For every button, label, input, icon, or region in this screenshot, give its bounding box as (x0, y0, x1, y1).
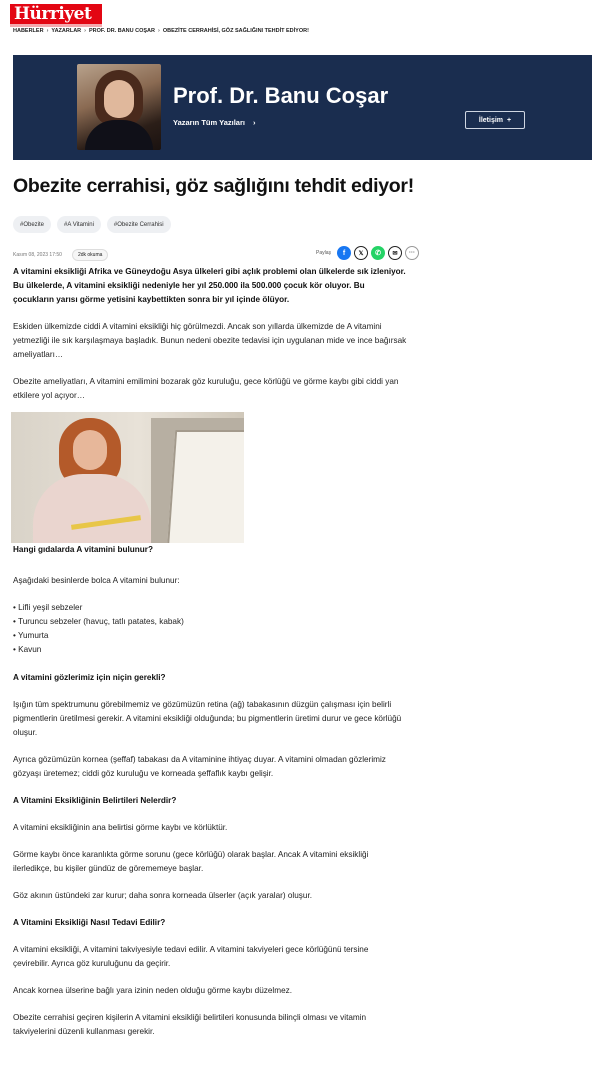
share-bar (316, 246, 419, 260)
hurriyet-logo[interactable]: Hürriyet (10, 4, 102, 24)
article-title: Obezite cerrahisi, göz sağlığını tehdit ediyor! (13, 175, 414, 197)
paragraph: Obezite ameliyatları, A vitamini emilimini bozarak göz kuruluğu, gece körlüğü ve görme kaybı gibi ciddi yan etkilere yol açıyor… (13, 377, 399, 400)
publish-date: Kasım 08, 2023 17:50 (13, 252, 62, 258)
list-item: • Lifli yeşil sebzeler (13, 603, 83, 612)
breadcrumb-item-yazarlar[interactable]: YAZARLAR (51, 28, 82, 34)
facebook-icon[interactable]: f (337, 246, 351, 260)
more-icon[interactable]: ··· (405, 246, 419, 260)
breadcrumb-item-author[interactable]: PROF. DR. BANU COŞAR (89, 28, 156, 34)
section-heading-symptoms: A Vitamini Eksikliğinin Belirtileri Nelerdir? (13, 796, 177, 805)
article-meta (13, 249, 108, 261)
section-heading-food: Hangi gıdalarda A vitamini bulunur? (13, 545, 153, 554)
paragraph: Eskiden ülkemizde ciddi A vitamini eksikliği hiç görülmezdi. Ancak son yıllarda ülkemizde de A vitamini yetmezliği ile sık karşılaşmaya başladık. Bunun nedeni obezite tedavisi için uygulanan mide ve ince bağırsak ameliyatları… (13, 322, 407, 359)
list-item: • Kavun (13, 645, 42, 654)
breadcrumb-item-haberler[interactable]: HABERLER (13, 28, 44, 34)
breadcrumb (13, 28, 309, 34)
paragraph: A vitamini eksikliği, A vitamini takviyesiyle tedavi edilir. A vitamini takviyeleri gece körlüğünü tersine çevirebilir. Ayrıca göz kuruluğunu da geçirir. (13, 945, 369, 968)
author-all-posts-link[interactable] (173, 118, 255, 127)
mail-icon[interactable]: ✉ (388, 246, 402, 260)
share-label: Paylaş (316, 250, 332, 256)
article-image[interactable] (11, 412, 244, 543)
paragraph: Göz akının üstündeki zar kurur; daha sonra korneada ülserler (açık yaralar) oluşur. (13, 891, 312, 900)
food-list (13, 601, 407, 657)
paragraph: Görme kaybı önce karanlıkta görme sorunu (gece körlüğü) olarak başlar. Ancak A vitamini eksikliği ilerledikçe, bu kişiler gündüz de görememeye başlar. (13, 850, 369, 873)
paragraph: Ayrıca gözümüzün kornea (şeffaf) tabakası da A vitaminine ihtiyaç duyar. A vitamini olmadan gözlerimiz gözyaşı üretemez; ciddi göz kuruluğu ve korneada şeffaflık kaybı gelişir. (13, 755, 386, 778)
tag-a-vitamini[interactable]: #A Vitamini (57, 216, 101, 233)
paragraph: Aşağıdaki besinlerde bolca A vitamini bulunur: (13, 576, 180, 585)
section-heading-why: A vitamini gözlerimiz için niçin gerekli? (13, 673, 166, 682)
x-twitter-icon[interactable]: 𝕏 (354, 246, 368, 260)
whatsapp-icon[interactable]: ✆ (371, 246, 385, 260)
contact-button[interactable] (465, 111, 525, 129)
author-photo[interactable] (77, 64, 161, 150)
plus-icon: + (507, 116, 512, 124)
article-body-bottom (13, 574, 407, 1052)
contact-button-label: İletişim (478, 116, 504, 124)
article-lead: A vitamini eksikliği Afrika ve Güneydoğu Asya ülkeleri gibi açlık problemi olan ülkelerde sık izleniyor. Bu ülkelerde, A vitamini eksikliği nedeniyle her yıl 250.000 ila 500.000 çocuk kör oluyor. Bu çocukların yarısı görme yetisini kaybettikten sonra bir yıl içinde ölüyor. (13, 267, 406, 304)
paragraph: Işığın tüm spektrumunu görebilmemiz ve gözümüzün retina (ağ) tabakasının düzgün çalışması için belirli pigmentlerin üretilmesi gerekir. A vitamini eksikliği olduğunda; bu pigmentlerin üretimi durur ve gece körlüğü oluşur. (13, 700, 402, 737)
chevron-right-icon: › (46, 28, 49, 34)
article-body-top (13, 265, 407, 416)
tag-list (13, 216, 171, 233)
author-banner (13, 55, 592, 160)
paragraph: Ancak kornea ülserine bağlı yara izinin neden olduğu görme kaybı düzelmez. (13, 986, 292, 995)
author-name[interactable]: Prof. Dr. Banu Coşar (173, 83, 389, 108)
author-all-posts-label: Yazarın Tüm Yazıları (173, 118, 245, 127)
read-time-badge: 2dk okuma (72, 249, 108, 261)
chevron-right-icon: › (158, 28, 160, 34)
section-heading-treatment: A Vitamini Eksikliği Nasıl Tedavi Edilir? (13, 918, 166, 927)
chevron-right-icon: › (252, 118, 256, 127)
paragraph: A vitamini eksikliğinin ana belirtisi görme kaybı ve körlüktür. (13, 823, 228, 832)
breadcrumb-item-current: OBEZİTE CERRAHİSİ, GÖZ SAĞLIĞINI TEHDİT EDİYOR! (162, 28, 309, 34)
chevron-right-icon: › (84, 28, 86, 34)
tag-obezite[interactable]: #Obezite (13, 216, 51, 233)
list-item: • Turuncu sebzeler (havuç, tatlı patates, kabak) (13, 617, 184, 626)
list-item: • Yumurta (13, 631, 49, 640)
tag-obezite-cerrahisi[interactable]: #Obezite Cerrahisi (107, 216, 171, 233)
paragraph: Obezite cerrahisi geçiren kişilerin A vitamini eksikliği belirtileri konusunda bilinçli olması ve vitamin takviyelerini düzenli kullanması gerekir. (13, 1013, 367, 1036)
